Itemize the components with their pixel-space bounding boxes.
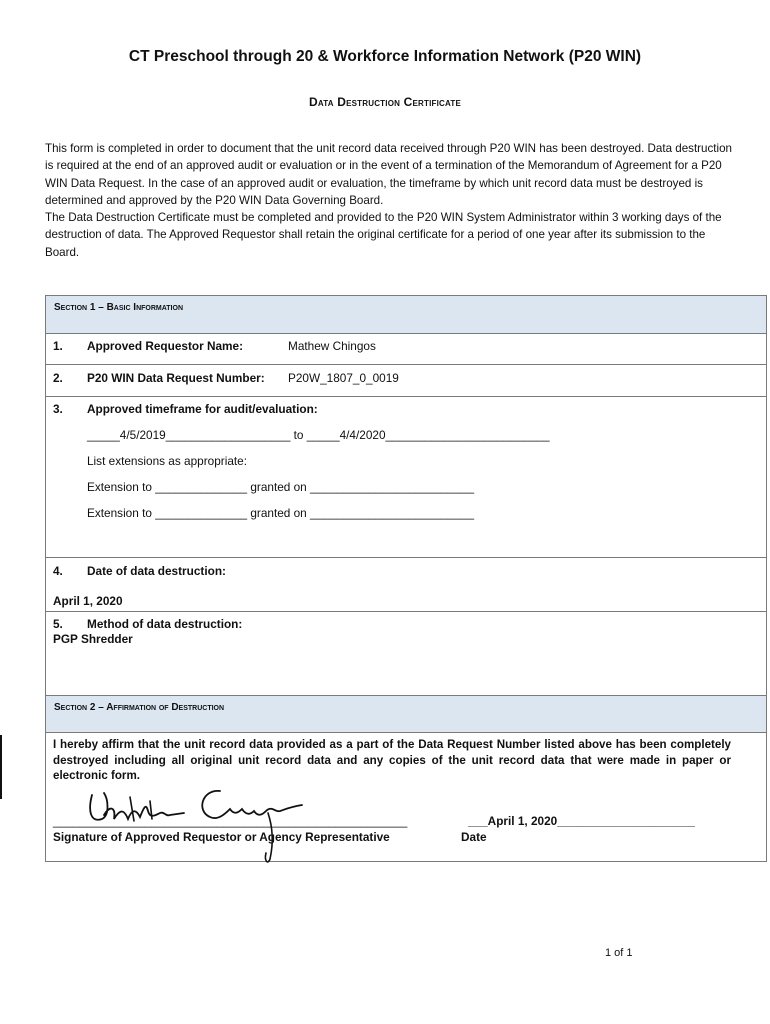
requestor-name-value: Mathew Chingos — [288, 339, 376, 353]
item4-number: 4. — [53, 564, 63, 578]
row-divider — [46, 611, 766, 612]
section1-header: Section 1 – Basic Information — [46, 296, 766, 334]
item1-label: Approved Requestor Name: — [87, 339, 244, 353]
extension-line-2: Extension to ______________ granted on _________________________ — [87, 506, 475, 520]
date-caption: Date — [461, 830, 487, 844]
item5-number: 5. — [53, 617, 63, 631]
margin-mark — [0, 735, 2, 799]
item4-label: Date of data destruction: — [87, 564, 226, 578]
item5-label: Method of data destruction: — [87, 617, 243, 631]
item3-label: Approved timeframe for audit/evaluation: — [87, 402, 318, 416]
date-line[interactable]: ___April 1, 2020_____________________ — [468, 814, 695, 828]
item3-number: 3. — [53, 402, 63, 416]
certificate-form — [45, 295, 767, 862]
row-divider — [46, 557, 766, 558]
row-divider — [46, 396, 766, 397]
destruction-method-value: PGP Shredder — [53, 632, 133, 646]
item2-number: 2. — [53, 371, 63, 385]
extensions-label: List extensions as appropriate: — [87, 454, 248, 468]
signature-caption: Signature of Approved Requestor or Agency Representative — [53, 830, 390, 844]
intro-paragraph: The Data Destruction Certificate must be completed and provided to the P20 WIN System Administrator within 3 working days of the destruction of data. The Approved Requestor shall retain the original certificate for a period of one year after its submission to the Board. — [45, 211, 722, 259]
document-title: CT Preschool through 20 & Workforce Information Network (P20 WIN) — [128, 48, 642, 65]
section2-header: Section 2 – Affirmation of Destruction — [46, 695, 766, 733]
page-number: 1 of 1 — [605, 947, 633, 959]
request-number-value: P20W_1807_0_0019 — [288, 371, 399, 385]
certificate-subtitle: Data Destruction Certificate — [308, 95, 462, 109]
signature-line[interactable]: ______________________________________________________ — [53, 814, 408, 828]
extension-line-1: Extension to ______________ granted on _________________________ — [87, 480, 475, 494]
timeframe-line: _____4/5/2019___________________ to _____4/4/2020_________________________ — [87, 428, 550, 442]
item2-label: P20 WIN Data Request Number: — [87, 371, 265, 385]
handwritten-signature — [80, 785, 320, 865]
intro-text — [45, 140, 735, 261]
destruction-date-value: April 1, 2020 — [53, 594, 123, 608]
row-divider — [46, 364, 766, 365]
item1-number: 1. — [53, 339, 63, 353]
intro-paragraph: This form is completed in order to document that the unit record data received through P20 WIN has been destroyed. Data destruction is required at the end of an approved audit or evaluation or in the event of a termination of the Memorandum of Agreement for a P20 WIN Data Request. In the case of an approved audit or evaluation, the timeframe by which unit record data must be destroyed is determined and approved by the P20 WIN Data Governing Board. — [45, 142, 732, 207]
affirmation-text: I hereby affirm that the unit record data provided as a part of the Data Request Number listed above has been completely destroyed including all original unit record data and any copies of the unit record data that were made in paper or electronic form. — [53, 738, 731, 782]
